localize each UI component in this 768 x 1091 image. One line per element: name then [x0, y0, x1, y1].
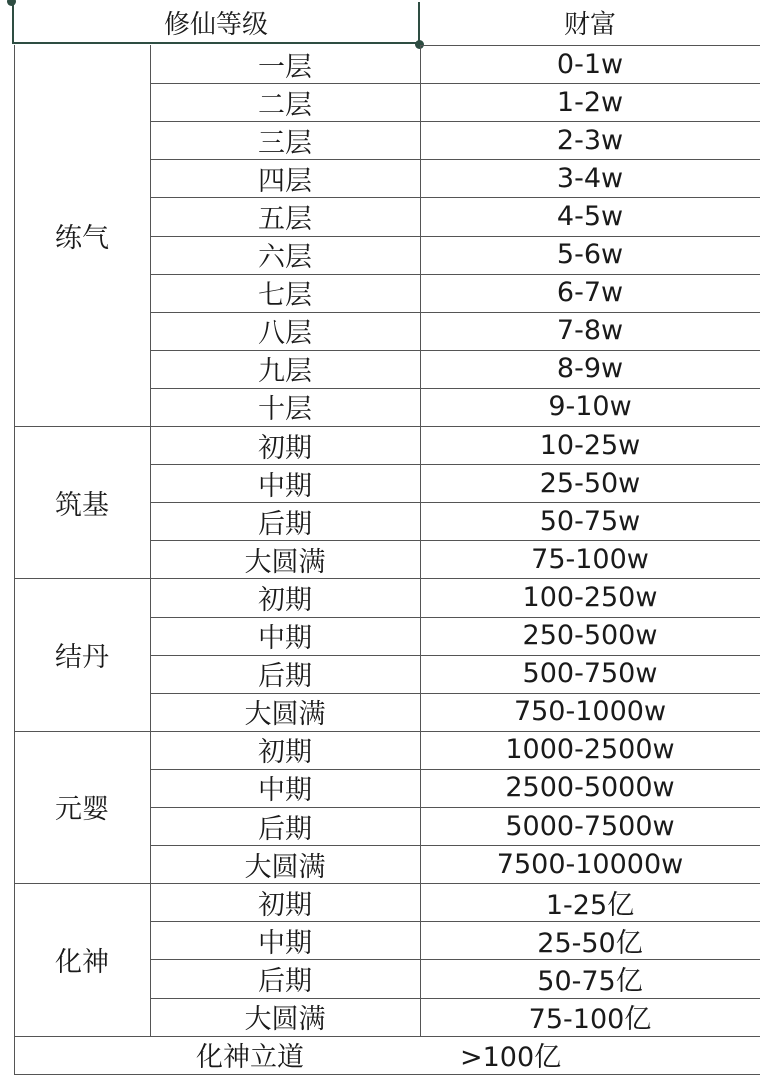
- stage-cell: 中期: [258, 623, 312, 655]
- stage-cell: 七层: [258, 280, 312, 312]
- realm-name: 练气: [55, 223, 109, 254]
- wealth-cell: 25-50w: [539, 467, 641, 499]
- realm-name: 元婴: [55, 794, 109, 826]
- wealth-cell: 750-1000w: [513, 696, 667, 728]
- wealth-cell: 1000-2500w: [505, 734, 675, 766]
- header-level: [12, 2, 420, 44]
- wealth-cell: 75-100亿: [528, 1004, 652, 1036]
- stage-cell: 九层: [258, 356, 312, 388]
- stage-cell: 中期: [258, 775, 312, 807]
- row-divider: [14, 1036, 760, 1037]
- column-divider: [14, 45, 15, 426]
- wealth-cell: 4-5w: [556, 200, 624, 232]
- header-wealth-label: 财富: [563, 9, 616, 40]
- header-level-label: 修仙等级: [163, 9, 268, 40]
- stage-cell: 大圆满: [244, 1004, 326, 1036]
- final-stage: 化神立道: [196, 1042, 304, 1074]
- wealth-cell: 500-750w: [522, 658, 658, 690]
- stage-cell: 初期: [258, 584, 312, 616]
- wealth-cell: 2-3w: [556, 124, 624, 156]
- column-divider: [14, 426, 15, 578]
- stage-cell: 八层: [258, 318, 312, 350]
- column-divider: [420, 45, 421, 1036]
- stage-cell: 十层: [258, 394, 312, 426]
- wealth-cell: 9-10w: [548, 391, 632, 423]
- wealth-cell: 2500-5000w: [505, 772, 675, 804]
- stage-cell: 五层: [258, 203, 312, 235]
- wealth-cell: 25-50亿: [537, 927, 643, 959]
- stage-cell: 三层: [258, 127, 312, 159]
- stage-cell: 后期: [258, 508, 312, 540]
- wealth-cell: 7-8w: [556, 315, 624, 347]
- wealth-cell: 75-100w: [531, 543, 649, 575]
- realm-name: 筑基: [55, 489, 109, 521]
- stage-cell: 六层: [258, 242, 312, 274]
- wealth-cell: 1-2w: [556, 86, 624, 118]
- stage-cell: 初期: [258, 432, 312, 464]
- wealth-cell: 50-75亿: [537, 965, 643, 997]
- stage-cell: 大圆满: [244, 851, 326, 883]
- stage-cell: 初期: [258, 737, 312, 769]
- header-wealth: [420, 0, 760, 44]
- wealth-cell: 250-500w: [522, 620, 658, 652]
- column-divider: [14, 578, 15, 730]
- wealth-cell: 1-25亿: [545, 889, 635, 921]
- column-divider: [150, 45, 151, 1036]
- wealth-cell: 5-6w: [556, 239, 624, 271]
- realm-name: 结丹: [55, 642, 109, 674]
- realm-name: 化神: [55, 946, 109, 978]
- column-divider: [14, 731, 15, 883]
- stage-cell: 二层: [258, 89, 312, 121]
- stage-cell: 四层: [258, 165, 312, 197]
- stage-cell: 后期: [258, 965, 312, 997]
- final-wealth: >100亿: [460, 1042, 562, 1074]
- stage-cell: 后期: [258, 661, 312, 693]
- wealth-cell: 7500-10000w: [496, 848, 684, 880]
- column-divider: [14, 1036, 15, 1074]
- column-divider: [14, 883, 15, 1035]
- wealth-cell: 3-4w: [556, 162, 624, 194]
- wealth-cell: 10-25w: [539, 429, 641, 461]
- row-divider: [14, 1074, 760, 1075]
- stage-cell: 中期: [258, 927, 312, 959]
- stage-cell: 一层: [258, 51, 312, 83]
- wealth-cell: 50-75w: [539, 505, 641, 537]
- stage-cell: 大圆满: [244, 546, 326, 578]
- wealth-cell: 5000-7500w: [505, 810, 675, 842]
- stage-cell: 初期: [258, 889, 312, 921]
- wealth-cell: 6-7w: [556, 277, 624, 309]
- wealth-cell: 0-1w: [556, 48, 624, 80]
- stage-cell: 后期: [258, 813, 312, 845]
- stage-cell: 中期: [258, 470, 312, 502]
- stage-cell: 大圆满: [244, 699, 326, 731]
- wealth-cell: 100-250w: [522, 581, 658, 613]
- wealth-cell: 8-9w: [556, 353, 624, 385]
